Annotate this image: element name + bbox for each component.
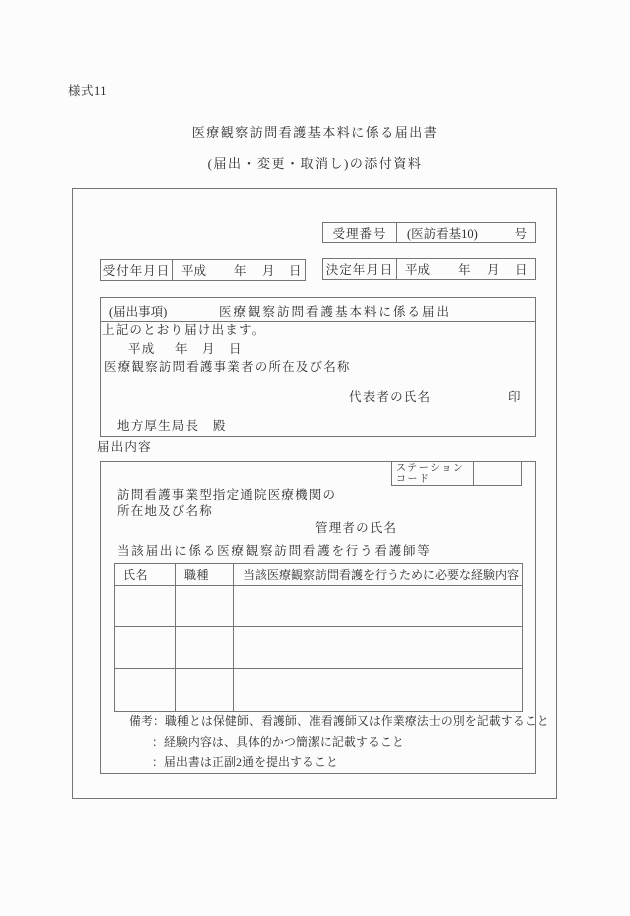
content-section-label: 届出内容 <box>97 440 152 454</box>
staff-table-header-occupation: 職種 <box>176 564 234 586</box>
receipt-number-value: (医訪看基10) <box>407 226 478 241</box>
era-label: 平成 <box>128 342 156 356</box>
month-label: 月 <box>202 342 216 356</box>
year-label: 年 <box>175 342 189 356</box>
receipt-number-value-cell <box>397 223 535 242</box>
representative-name-label: 代表者の氏名 <box>349 390 432 404</box>
staff-table-cell <box>115 627 176 669</box>
receipt-number-label: 受理番号 <box>323 223 397 242</box>
year-label: 年 <box>234 264 247 278</box>
month-label: 月 <box>262 264 275 278</box>
decision-date-box <box>322 258 536 280</box>
remark-line-3: ：届出書は正副2通を提出すること <box>152 755 339 769</box>
form-subtitle: (届出・変更・取消し)の添付資料 <box>207 156 423 171</box>
receipt-number-suffix: 号 <box>514 226 527 241</box>
station-code-box <box>391 461 522 486</box>
institution-label-line2: 所在地及び名称 <box>117 504 213 518</box>
staff-table-cell <box>234 669 522 711</box>
staff-table <box>114 563 523 712</box>
staff-table-cell <box>115 586 176 627</box>
reception-date-label: 受付年月日 <box>101 260 173 280</box>
notification-item-value: 医療観察訪問看護基本料に係る届出 <box>219 305 452 319</box>
remark-line-1: 備考：職種とは保健師、看護師、准看護師又は作業療法士の別を記載すること <box>129 714 549 728</box>
month-label: 月 <box>487 263 500 277</box>
provider-address-label: 医療観察訪問看護事業者の所在及び名称 <box>104 360 351 374</box>
seal-label: 印 <box>508 390 522 404</box>
reception-date-value-cell <box>173 260 305 280</box>
decision-date-value-cell <box>397 259 535 279</box>
era-label: 平成 <box>405 263 431 277</box>
staff-table-cell <box>234 586 522 627</box>
notification-item-label: (届出事項) <box>109 305 168 319</box>
manager-name-label: 管理者の氏名 <box>315 521 398 535</box>
staff-table-cell <box>176 669 234 711</box>
day-label: 日 <box>229 342 243 356</box>
remark-line-2: ：経験内容は、具体的かつ簡潔に記載すること <box>152 735 404 749</box>
notification-header-row <box>101 298 535 322</box>
receipt-number-box <box>322 222 536 243</box>
station-code-value-cell <box>474 462 521 485</box>
year-label: 年 <box>458 263 471 277</box>
staff-table-cell <box>234 627 522 669</box>
station-code-label: ステーション コード <box>392 462 474 485</box>
staff-table-header-experience: 当該医療観察訪問看護を行うために必要な経験内容 <box>234 564 522 586</box>
declaration-text: 上記のとおり届け出ます。 <box>102 323 266 337</box>
day-label: 日 <box>515 263 528 277</box>
staff-table-header-name: 氏名 <box>115 564 176 586</box>
staff-table-cell <box>115 669 176 711</box>
form-title: 医療観察訪問看護基本料に係る届出書 <box>191 125 439 140</box>
staff-table-cell <box>176 627 234 669</box>
day-label: 日 <box>289 264 302 278</box>
era-label: 平成 <box>181 264 207 278</box>
addressee-label: 地方厚生局長 殿 <box>117 419 227 433</box>
staff-table-cell <box>176 586 234 627</box>
institution-label-line1: 訪問看護事業型指定通院医療機関の <box>117 488 337 502</box>
decision-date-label: 決定年月日 <box>323 259 397 279</box>
form-number: 様式11 <box>68 84 108 98</box>
nurses-section-label: 当該届出に係る医療観察訪問看護を行う看護師等 <box>117 544 432 558</box>
reception-date-box <box>100 259 306 281</box>
